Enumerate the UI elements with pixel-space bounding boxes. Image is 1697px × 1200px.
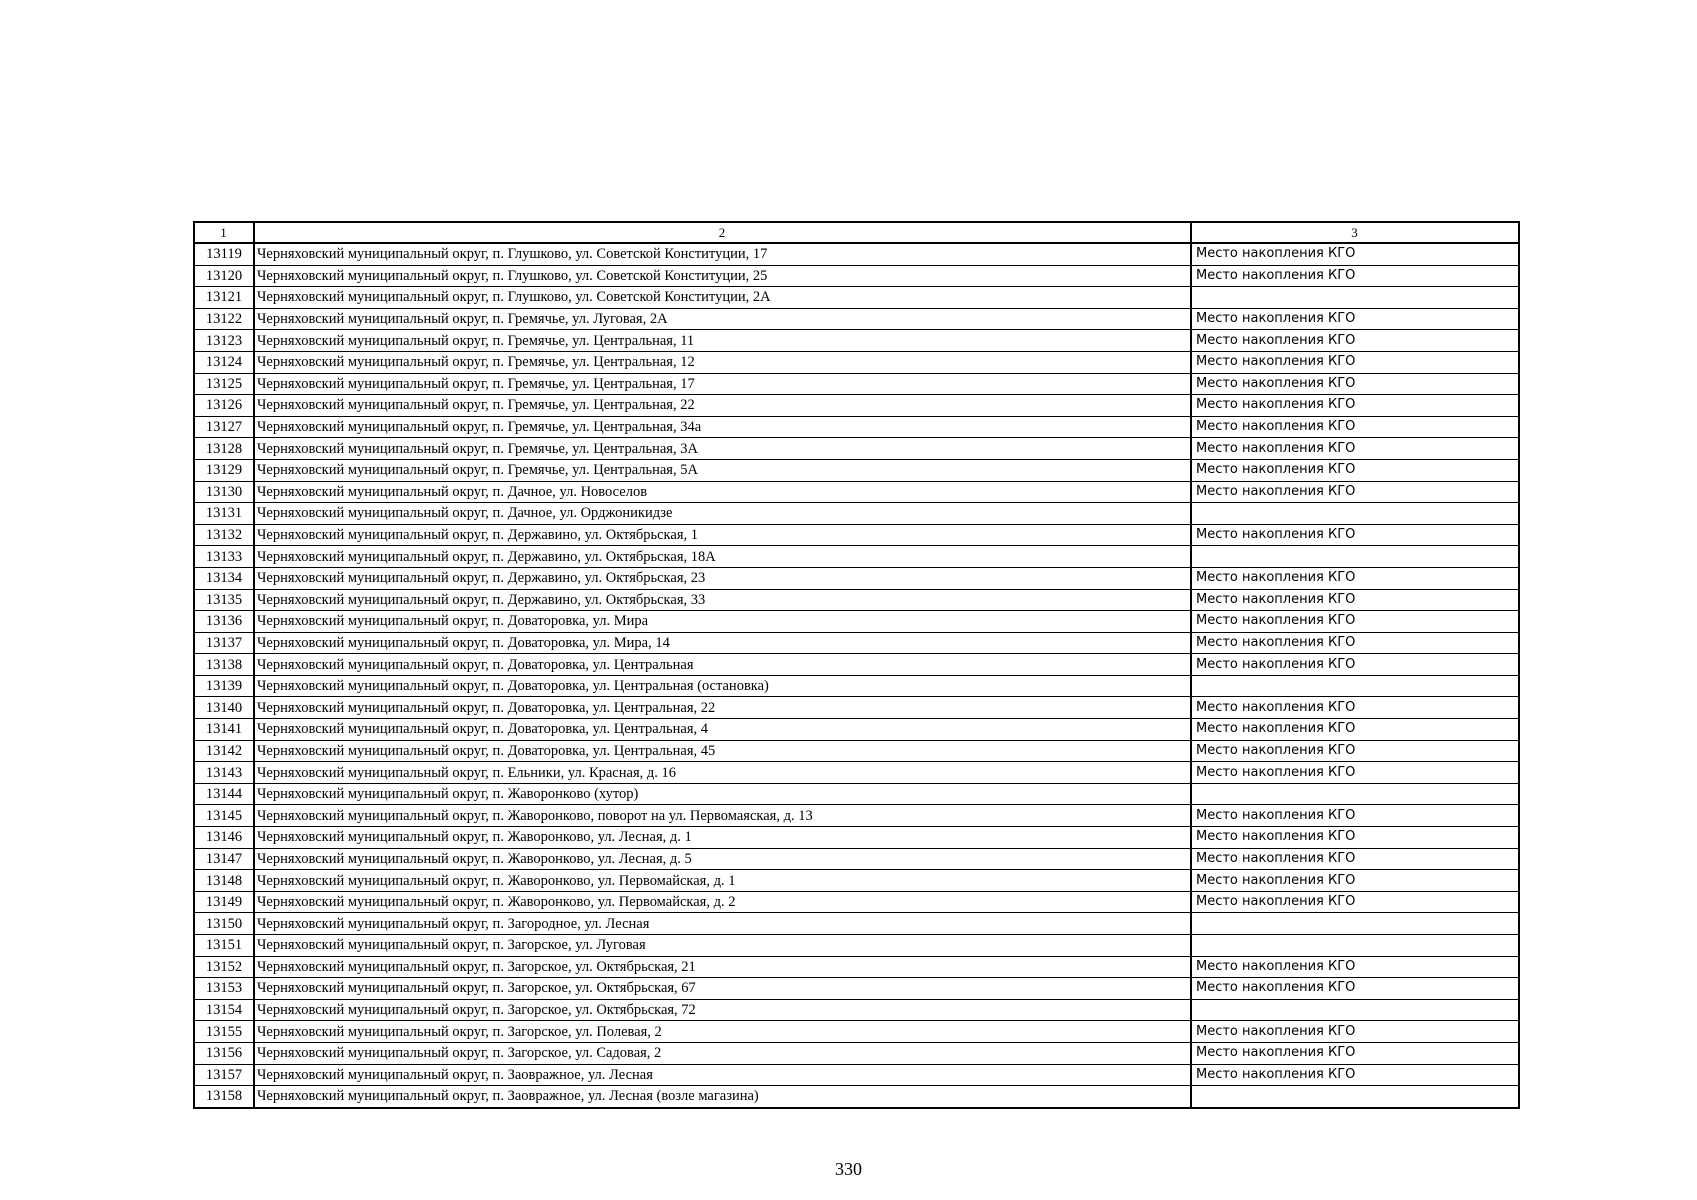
row-number-cell: 13152 xyxy=(194,956,254,978)
address-cell: Черняховский муниципальный округ, п. Доваторовка, ул. Мира, 14 xyxy=(254,632,1191,654)
row-number-cell: 13153 xyxy=(194,978,254,1000)
column-header-3: 3 xyxy=(1191,222,1519,243)
address-cell: Черняховский муниципальный округ, п. Загорское, ул. Садовая, 2 xyxy=(254,1042,1191,1064)
site-type-cell: Место накопления КГО xyxy=(1191,611,1519,633)
site-type-cell: Место накопления КГО xyxy=(1191,330,1519,352)
address-cell: Черняховский муниципальный округ, п. Гремячье, ул. Центральная, 3А xyxy=(254,438,1191,460)
table-row xyxy=(194,632,1519,654)
column-header-2: 2 xyxy=(254,222,1191,243)
table-row xyxy=(194,1021,1519,1043)
site-type-cell xyxy=(1191,783,1519,805)
site-type-cell: Место накопления КГО xyxy=(1191,1042,1519,1064)
table-row xyxy=(194,719,1519,741)
site-type-cell: Место накопления КГО xyxy=(1191,416,1519,438)
table-body xyxy=(194,222,1519,1108)
row-number-cell: 13145 xyxy=(194,805,254,827)
row-number-cell: 13149 xyxy=(194,891,254,913)
table-row xyxy=(194,913,1519,935)
row-number-cell: 13157 xyxy=(194,1064,254,1086)
site-type-cell: Место накопления КГО xyxy=(1191,805,1519,827)
table-row xyxy=(194,805,1519,827)
site-type-cell xyxy=(1191,935,1519,957)
table-row xyxy=(194,675,1519,697)
row-number-cell: 13147 xyxy=(194,848,254,870)
address-cell: Черняховский муниципальный округ, п. Гремячье, ул. Луговая, 2А xyxy=(254,308,1191,330)
row-number-cell: 13131 xyxy=(194,503,254,525)
row-number-cell: 13141 xyxy=(194,719,254,741)
table-row xyxy=(194,848,1519,870)
site-type-cell: Место накопления КГО xyxy=(1191,589,1519,611)
address-cell: Черняховский муниципальный округ, п. Державино, ул. Октябрьская, 23 xyxy=(254,567,1191,589)
table-row xyxy=(194,373,1519,395)
address-cell: Черняховский муниципальный округ, п. Глушково, ул. Советской Конституции, 17 xyxy=(254,243,1191,265)
address-cell: Черняховский муниципальный округ, п. Жаворонково, ул. Первомайская, д. 1 xyxy=(254,870,1191,892)
site-type-cell: Место накопления КГО xyxy=(1191,567,1519,589)
table-row xyxy=(194,567,1519,589)
row-number-cell: 13143 xyxy=(194,762,254,784)
address-cell: Черняховский муниципальный округ, п. Державино, ул. Октябрьская, 1 xyxy=(254,524,1191,546)
site-type-cell: Место накопления КГО xyxy=(1191,870,1519,892)
table-row xyxy=(194,416,1519,438)
row-number-cell: 13124 xyxy=(194,351,254,373)
address-cell: Черняховский муниципальный округ, п. Ельники, ул. Красная, д. 16 xyxy=(254,762,1191,784)
address-cell: Черняховский муниципальный округ, п. Жаворонково, ул. Лесная, д. 5 xyxy=(254,848,1191,870)
table-row xyxy=(194,740,1519,762)
column-header-1: 1 xyxy=(194,222,254,243)
site-type-cell xyxy=(1191,675,1519,697)
site-type-cell: Место накопления КГО xyxy=(1191,891,1519,913)
row-number-cell: 13151 xyxy=(194,935,254,957)
table-row xyxy=(194,395,1519,417)
row-number-cell: 13129 xyxy=(194,459,254,481)
site-type-cell: Место накопления КГО xyxy=(1191,308,1519,330)
table-row xyxy=(194,438,1519,460)
site-type-cell xyxy=(1191,999,1519,1021)
table-row xyxy=(194,1042,1519,1064)
address-cell: Черняховский муниципальный округ, п. Державино, ул. Октябрьская, 18А xyxy=(254,546,1191,568)
address-cell: Черняховский муниципальный округ, п. Доваторовка, ул. Центральная (остановка) xyxy=(254,675,1191,697)
address-cell: Черняховский муниципальный округ, п. Жаворонково, ул. Лесная, д. 1 xyxy=(254,827,1191,849)
table-row xyxy=(194,762,1519,784)
row-number-cell: 13125 xyxy=(194,373,254,395)
table-row xyxy=(194,265,1519,287)
address-cell: Черняховский муниципальный округ, п. Глушково, ул. Советской Конституции, 2А xyxy=(254,287,1191,309)
table-row xyxy=(194,308,1519,330)
address-cell: Черняховский муниципальный округ, п. Заовражное, ул. Лесная (возле магазина) xyxy=(254,1086,1191,1108)
address-cell: Черняховский муниципальный округ, п. Доваторовка, ул. Мира xyxy=(254,611,1191,633)
table-row xyxy=(194,783,1519,805)
address-cell: Черняховский муниципальный округ, п. Доваторовка, ул. Центральная xyxy=(254,654,1191,676)
address-cell: Черняховский муниципальный округ, п. Доваторовка, ул. Центральная, 45 xyxy=(254,740,1191,762)
row-number-cell: 13156 xyxy=(194,1042,254,1064)
address-cell: Черняховский муниципальный округ, п. Глушково, ул. Советской Конституции, 25 xyxy=(254,265,1191,287)
site-type-cell: Место накопления КГО xyxy=(1191,848,1519,870)
row-number-cell: 13155 xyxy=(194,1021,254,1043)
address-cell: Черняховский муниципальный округ, п. Гремячье, ул. Центральная, 34а xyxy=(254,416,1191,438)
address-cell: Черняховский муниципальный округ, п. Дачное, ул. Орджоникидзе xyxy=(254,503,1191,525)
row-number-cell: 13139 xyxy=(194,675,254,697)
address-cell: Черняховский муниципальный округ, п. Гремячье, ул. Центральная, 5А xyxy=(254,459,1191,481)
site-type-cell: Место накопления КГО xyxy=(1191,459,1519,481)
site-type-cell: Место накопления КГО xyxy=(1191,740,1519,762)
address-cell: Черняховский муниципальный округ, п. Загорское, ул. Октябрьская, 67 xyxy=(254,978,1191,1000)
table-row xyxy=(194,589,1519,611)
address-cell: Черняховский муниципальный округ, п. Гремячье, ул. Центральная, 22 xyxy=(254,395,1191,417)
address-cell: Черняховский муниципальный округ, п. Загорское, ул. Октябрьская, 21 xyxy=(254,956,1191,978)
table-row xyxy=(194,891,1519,913)
table-row xyxy=(194,459,1519,481)
row-number-cell: 13134 xyxy=(194,567,254,589)
site-type-cell: Место накопления КГО xyxy=(1191,524,1519,546)
address-cell: Черняховский муниципальный округ, п. Заовражное, ул. Лесная xyxy=(254,1064,1191,1086)
row-number-cell: 13127 xyxy=(194,416,254,438)
table-row xyxy=(194,1064,1519,1086)
row-number-cell: 13135 xyxy=(194,589,254,611)
table-row xyxy=(194,654,1519,676)
row-number-cell: 13150 xyxy=(194,913,254,935)
site-type-cell xyxy=(1191,546,1519,568)
site-type-cell: Место накопления КГО xyxy=(1191,351,1519,373)
site-type-cell: Место накопления КГО xyxy=(1191,762,1519,784)
table-row xyxy=(194,697,1519,719)
site-type-cell: Место накопления КГО xyxy=(1191,632,1519,654)
site-type-cell: Место накопления КГО xyxy=(1191,978,1519,1000)
row-number-cell: 13121 xyxy=(194,287,254,309)
site-type-cell: Место накопления КГО xyxy=(1191,265,1519,287)
row-number-cell: 13122 xyxy=(194,308,254,330)
site-type-cell: Место накопления КГО xyxy=(1191,373,1519,395)
row-number-cell: 13144 xyxy=(194,783,254,805)
data-table xyxy=(193,221,1520,1109)
address-cell: Черняховский муниципальный округ, п. Жаворонково, поворот на ул. Первомаяская, д. 13 xyxy=(254,805,1191,827)
row-number-cell: 13133 xyxy=(194,546,254,568)
table-row xyxy=(194,524,1519,546)
table-row xyxy=(194,351,1519,373)
row-number-cell: 13119 xyxy=(194,243,254,265)
row-number-cell: 13142 xyxy=(194,740,254,762)
address-cell: Черняховский муниципальный округ, п. Загорское, ул. Октябрьская, 72 xyxy=(254,999,1191,1021)
table-row xyxy=(194,481,1519,503)
table-row xyxy=(194,287,1519,309)
site-type-cell: Место накопления КГО xyxy=(1191,697,1519,719)
row-number-cell: 13130 xyxy=(194,481,254,503)
table-row xyxy=(194,243,1519,265)
table-row xyxy=(194,546,1519,568)
address-cell: Черняховский муниципальный округ, п. Загородное, ул. Лесная xyxy=(254,913,1191,935)
row-number-cell: 13120 xyxy=(194,265,254,287)
table-row xyxy=(194,935,1519,957)
site-type-cell: Место накопления КГО xyxy=(1191,243,1519,265)
row-number-cell: 13148 xyxy=(194,870,254,892)
row-number-cell: 13137 xyxy=(194,632,254,654)
table-row xyxy=(194,999,1519,1021)
row-number-cell: 13126 xyxy=(194,395,254,417)
table-row xyxy=(194,956,1519,978)
table-row xyxy=(194,611,1519,633)
table-row xyxy=(194,870,1519,892)
row-number-cell: 13146 xyxy=(194,827,254,849)
row-number-cell: 13140 xyxy=(194,697,254,719)
address-cell: Черняховский муниципальный округ, п. Жаворонково, ул. Первомайская, д. 2 xyxy=(254,891,1191,913)
row-number-cell: 13158 xyxy=(194,1086,254,1108)
site-type-cell: Место накопления КГО xyxy=(1191,1021,1519,1043)
address-cell: Черняховский муниципальный округ, п. Жаворонково (хутор) xyxy=(254,783,1191,805)
address-cell: Черняховский муниципальный округ, п. Гремячье, ул. Центральная, 12 xyxy=(254,351,1191,373)
address-cell: Черняховский муниципальный округ, п. Гремячье, ул. Центральная, 11 xyxy=(254,330,1191,352)
table-row xyxy=(194,1086,1519,1108)
site-type-cell: Место накопления КГО xyxy=(1191,438,1519,460)
table-row xyxy=(194,330,1519,352)
address-cell: Черняховский муниципальный округ, п. Загорское, ул. Луговая xyxy=(254,935,1191,957)
table-row xyxy=(194,978,1519,1000)
row-number-cell: 13154 xyxy=(194,999,254,1021)
site-type-cell: Место накопления КГО xyxy=(1191,395,1519,417)
site-type-cell xyxy=(1191,287,1519,309)
address-cell: Черняховский муниципальный округ, п. Загорское, ул. Полевая, 2 xyxy=(254,1021,1191,1043)
site-type-cell: Место накопления КГО xyxy=(1191,481,1519,503)
site-type-cell xyxy=(1191,503,1519,525)
site-type-cell xyxy=(1191,913,1519,935)
site-type-cell: Место накопления КГО xyxy=(1191,1064,1519,1086)
table-row xyxy=(194,827,1519,849)
site-type-cell: Место накопления КГО xyxy=(1191,654,1519,676)
site-type-cell: Место накопления КГО xyxy=(1191,719,1519,741)
address-cell: Черняховский муниципальный округ, п. Доваторовка, ул. Центральная, 4 xyxy=(254,719,1191,741)
row-number-cell: 13128 xyxy=(194,438,254,460)
address-cell: Черняховский муниципальный округ, п. Дачное, ул. Новоселов xyxy=(254,481,1191,503)
row-number-cell: 13132 xyxy=(194,524,254,546)
address-cell: Черняховский муниципальный округ, п. Доваторовка, ул. Центральная, 22 xyxy=(254,697,1191,719)
address-cell: Черняховский муниципальный округ, п. Гремячье, ул. Центральная, 17 xyxy=(254,373,1191,395)
page-number: 330 xyxy=(835,1159,862,1179)
row-number-cell: 13123 xyxy=(194,330,254,352)
table-header-row xyxy=(194,222,1519,243)
address-cell: Черняховский муниципальный округ, п. Державино, ул. Октябрьская, 33 xyxy=(254,589,1191,611)
row-number-cell: 13138 xyxy=(194,654,254,676)
row-number-cell: 13136 xyxy=(194,611,254,633)
table-row xyxy=(194,503,1519,525)
site-type-cell xyxy=(1191,1086,1519,1108)
site-type-cell: Место накопления КГО xyxy=(1191,956,1519,978)
site-type-cell: Место накопления КГО xyxy=(1191,827,1519,849)
